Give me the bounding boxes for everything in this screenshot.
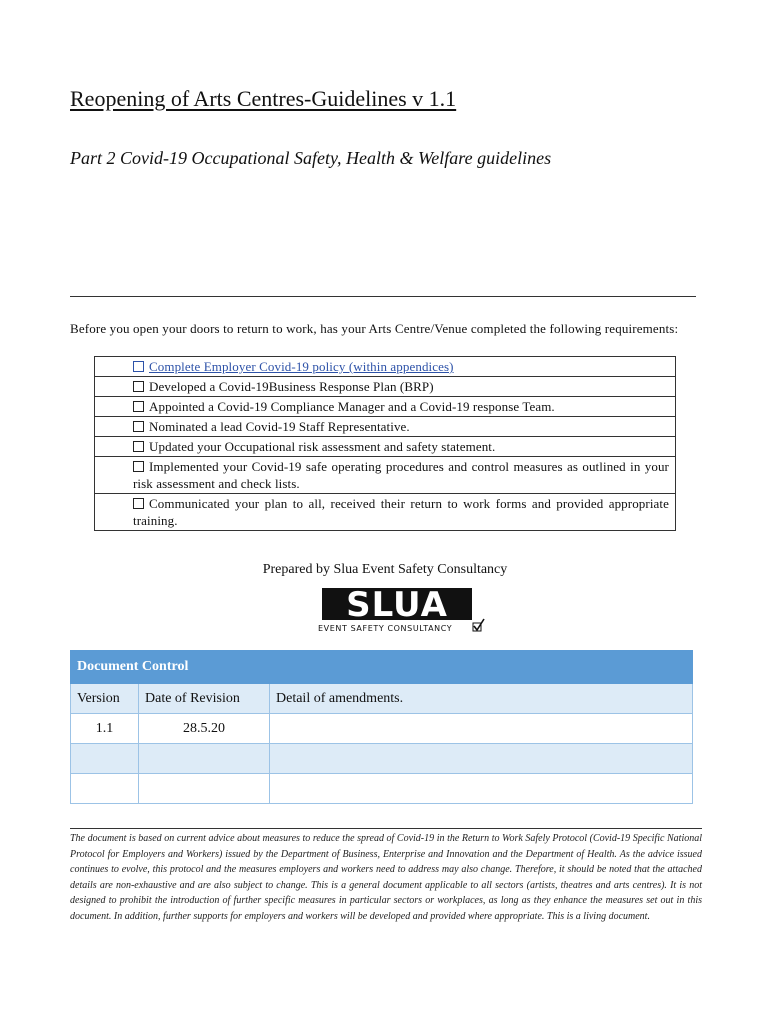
prepared-by: Prepared by Slua Event Safety Consultancy bbox=[262, 562, 508, 577]
requirement-text: Communicated your plan to all, received their return to work forms and provided appropriate training. bbox=[133, 496, 669, 528]
requirement-item bbox=[95, 494, 675, 530]
amendment-cell bbox=[270, 774, 693, 804]
checkbox-icon[interactable] bbox=[133, 361, 144, 372]
table-row bbox=[71, 744, 693, 774]
amendment-cell bbox=[270, 714, 693, 744]
document-subtitle: Part 2 Covid-19 Occupational Safety, Health & Welfare guidelines bbox=[70, 148, 552, 168]
logo-wordmark: SLUA bbox=[346, 586, 448, 625]
document-control-table bbox=[70, 650, 693, 804]
column-header: Detail of amendments. bbox=[270, 684, 693, 714]
requirement-link[interactable]: Complete Employer Covid-19 policy (within appendices) bbox=[149, 359, 454, 374]
check-box-icon bbox=[473, 619, 484, 631]
date-cell: 28.5.20 bbox=[139, 714, 270, 744]
requirement-text: Developed a Covid-19Business Response Plan (BRP) bbox=[149, 379, 434, 394]
slua-logo bbox=[318, 586, 486, 636]
requirement-item bbox=[95, 457, 675, 494]
date-cell bbox=[139, 744, 270, 774]
requirement-text: Updated your Occupational risk assessment and safety statement. bbox=[149, 439, 496, 454]
requirement-item bbox=[95, 397, 675, 417]
divider bbox=[70, 296, 696, 297]
requirement-item bbox=[95, 377, 675, 397]
version-cell bbox=[71, 774, 139, 804]
column-header: Date of Revision bbox=[139, 684, 270, 714]
column-header-row bbox=[71, 684, 693, 714]
checkbox-icon[interactable] bbox=[133, 401, 144, 412]
table-row bbox=[71, 714, 693, 744]
disclaimer-footnote: The document is based on current advice about measures to reduce the spread of Covid-19 in the Return to Work Safely Protocol (Covid-19 Specific National Protocol for Employers and Workers) issued by the Department of Business, Enterprise and Innovation and the Department of Health. As the advice issued continues to evolve, this protocol and the measures employers and workers need to address may also change. Therefore, it should be noted that the attached details are non-exhaustive and are also subject to change. This is a general document applicable to all sectors (artists, theatres and arts centres). It is not designed to prohibit the introduction of further specific measures in particular sectors or workplaces, as long as they enhance the measures set out in this document. In addition, further supports for employers and workers will be developed and provided where appropriate. This is a living document. bbox=[70, 828, 702, 924]
column-header: Version bbox=[71, 684, 139, 714]
requirement-text: Implemented your Covid-19 safe operating procedures and control measures as outlined in your risk assessment and check lists. bbox=[133, 459, 669, 491]
requirements-checklist bbox=[94, 356, 676, 531]
checkbox-icon[interactable] bbox=[133, 441, 144, 452]
checkbox-icon[interactable] bbox=[133, 498, 144, 509]
table-heading: Document Control bbox=[71, 651, 693, 684]
intro-paragraph: Before you open your doors to return to work, has your Arts Centre/Venue completed the following requirements: bbox=[70, 321, 679, 336]
version-cell bbox=[71, 744, 139, 774]
checkbox-icon[interactable] bbox=[133, 381, 144, 392]
amendment-cell bbox=[270, 744, 693, 774]
table-header bbox=[71, 651, 693, 684]
checkbox-icon[interactable] bbox=[133, 421, 144, 432]
requirement-text: Appointed a Covid-19 Compliance Manager and a Covid-19 response Team. bbox=[149, 399, 555, 414]
date-cell bbox=[139, 774, 270, 804]
document-title: Reopening of Arts Centres-Guidelines v 1.1 bbox=[70, 86, 457, 111]
requirement-item[interactable] bbox=[95, 357, 675, 377]
version-cell: 1.1 bbox=[71, 714, 139, 744]
table-row bbox=[71, 774, 693, 804]
checkbox-icon[interactable] bbox=[133, 461, 144, 472]
logo-tagline: EVENT SAFETY CONSULTANCY bbox=[318, 624, 453, 633]
requirement-item bbox=[95, 417, 675, 437]
requirement-text: Nominated a lead Covid-19 Staff Representative. bbox=[149, 419, 410, 434]
requirement-item bbox=[95, 437, 675, 457]
